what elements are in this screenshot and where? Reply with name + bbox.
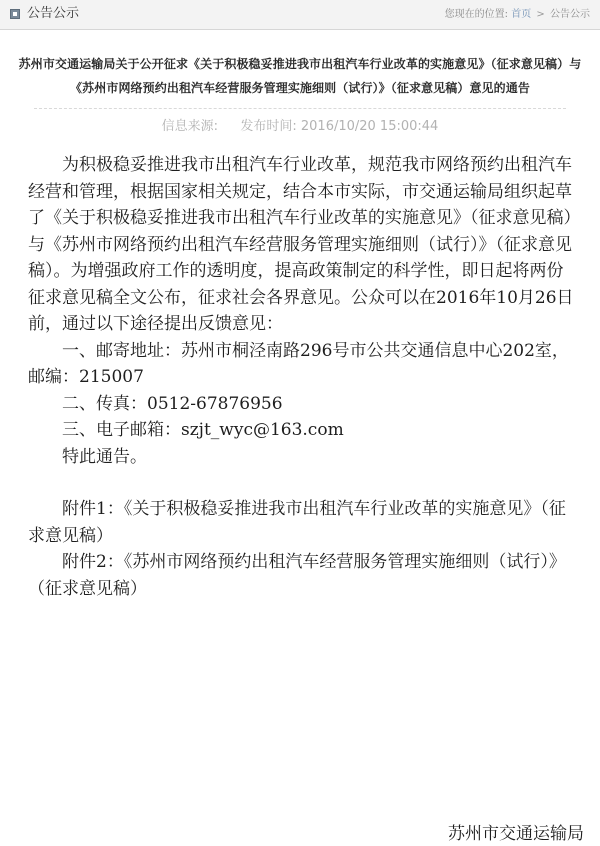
paragraph-spacer (28, 470, 580, 496)
page-header-bar (0, 0, 600, 30)
attachment-1[interactable]: 附件1：《关于积极稳妥推进我市出租汽车行业改革的实施意见》（征求意见稿） (28, 499, 566, 546)
section-title: 公告公示 (27, 6, 80, 21)
square-bullet-icon (10, 9, 20, 19)
publish-label: 发布时间: (240, 119, 297, 134)
article-meta (0, 118, 600, 136)
article-body (28, 152, 580, 602)
article-title: 苏州市交通运输局关于公开征求《关于积极稳妥推进我市出租汽车行业改革的实施意见》（征求意见稿）与《苏州市网络预约出租汽车经营服务管理实施细则（试行）》（征求意见稿）意见的通告 (18, 57, 582, 95)
source-label: 信息来源: (161, 119, 219, 134)
breadcrumb-separator: > (536, 9, 545, 20)
fax-item: 二、传真：0512-67876956 (62, 393, 283, 414)
issuer-signature: 苏州市交通运输局 (448, 824, 584, 844)
intro-paragraph: 为积极稳妥推进我市出租汽车行业改革，规范我市网络预约出租汽车经营和管理，根据国家相关规定，结合本市实际，市交通运输局组织起草了《关于积极稳妥推进我市出租汽车行业改革的实施意见》（征求意见稿）与《苏州市网络预约出租汽车经营服务管理实施细则（试行）》（征求意见稿）。为增强政府工作的透明度，提高政策制定的科学性，即日起将两份征求意见稿全文公布，征求社会各界意见。公众可以在2016年10月26日前，通过以下途径提出反馈意见： (28, 155, 574, 334)
mailing-address-item: 一、邮寄地址：苏州市桐泾南路296号市公共交通信息中心202室，邮编：215007 (28, 340, 569, 387)
closing-line: 特此通告。 (62, 446, 147, 467)
breadcrumb (445, 8, 590, 22)
publish-time: 2016/10/20 15:00:44 (300, 119, 439, 134)
title-divider (34, 108, 566, 109)
breadcrumb-current[interactable]: 公告公示 (550, 9, 590, 20)
breadcrumb-prefix: 您现在的位置: (444, 9, 509, 20)
breadcrumb-home-link[interactable]: 首页 (511, 9, 532, 20)
attachment-2[interactable]: 附件2：《苏州市网络预约出租汽车经营服务管理实施细则（试行）》（征求意见稿） (28, 552, 566, 599)
email-item: 三、电子邮箱：szjt_wyc@163.com (62, 420, 344, 440)
